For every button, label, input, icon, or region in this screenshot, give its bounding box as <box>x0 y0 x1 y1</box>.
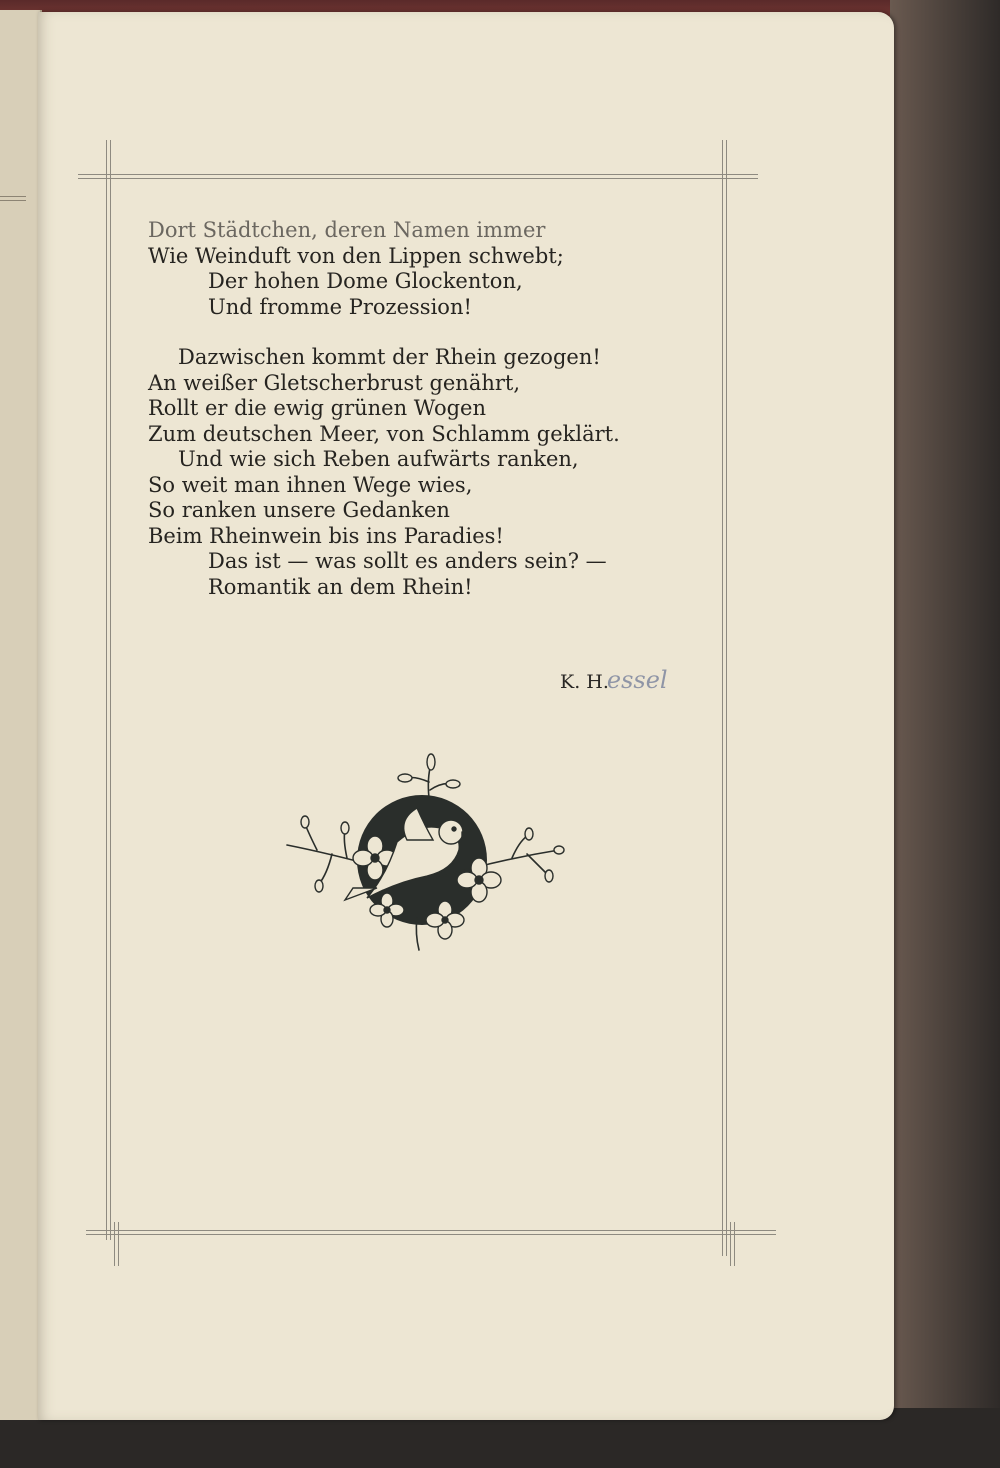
poem-line: Romantik an dem Rhein! <box>208 574 473 599</box>
frame-right-rule <box>722 140 723 1256</box>
poem-line: Rollt er die ewig grünen Wogen <box>148 396 486 420</box>
frame-left-rule <box>110 140 111 1240</box>
poem-line: An weißer Gletscherbrust genährt, <box>148 370 521 395</box>
poem-line: Dort Städtchen, deren Namen immer <box>148 218 546 242</box>
frame-bottom-rule <box>86 1230 776 1231</box>
poem-line: Und fromme Prozession! <box>208 294 472 319</box>
bird-vignette-icon <box>247 750 567 964</box>
poem-line: Und wie sich Reben aufwärts ranken, <box>178 447 579 471</box>
frame-top-rule <box>78 178 758 179</box>
poem-line: Wie Weinduft von den Lippen schwebt; <box>148 243 564 268</box>
poem-line: Beim Rheinwein bis ins Paradies! <box>148 523 504 548</box>
poem-text <box>148 218 708 600</box>
handwritten-annotation: essel <box>606 666 668 694</box>
stanza-gap <box>148 320 708 345</box>
frame-right-tail <box>730 1222 731 1266</box>
facing-page-rule <box>0 200 26 201</box>
frame-bottom-rule <box>86 1234 776 1235</box>
poem-line: Zum deutschen Meer, von Schlamm geklärt. <box>148 421 620 446</box>
frame-left-rule <box>106 140 107 1240</box>
frame-left-tail <box>114 1222 115 1266</box>
author-signature <box>560 666 668 694</box>
poem-line: Das ist — was sollt es anders sein? — <box>208 549 607 573</box>
facing-page-rule <box>0 196 26 197</box>
poem-line: Der hohen Dome Glockenton, <box>208 269 523 293</box>
frame-right-tail <box>734 1222 735 1266</box>
frame-right-rule <box>726 140 727 1256</box>
poem-line: Dazwischen kommt der Rhein gezogen! <box>178 345 601 369</box>
signature-initials: K. H. <box>560 671 609 693</box>
facing-page-edge <box>0 10 42 1420</box>
poem-line: So weit man ihnen Wege wies, <box>148 472 473 497</box>
frame-top-rule <box>78 174 758 175</box>
poem-line: So ranken unsere Gedanken <box>148 498 450 522</box>
frame-left-tail <box>118 1222 119 1266</box>
book-spine-edge <box>890 0 1000 1468</box>
